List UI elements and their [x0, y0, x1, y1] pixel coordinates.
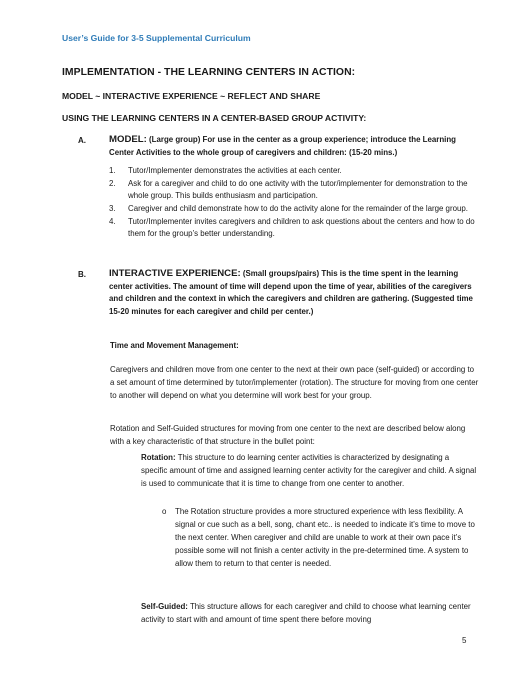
- list-item: 4. Tutor/Implementer invites caregivers and children to ask questions about the centers and how to do them for the group’s better understanding.: [109, 217, 475, 238]
- time-management-para-2: Rotation and Self-Guided structures for moving from one center to the next are described below along with a key characteristic of that structure in the bullet point:: [110, 424, 466, 446]
- bullet-marker: o: [162, 507, 167, 516]
- section-a-subtitle: (Large group): [149, 135, 201, 144]
- section-b-intro: [109, 268, 475, 319]
- section-a-intro: [109, 134, 475, 159]
- running-header: User’s Guide for 3-5 Supplemental Curriculum: [62, 33, 251, 43]
- list-item: 1. Tutor/Implementer demonstrates the activities at each center.: [109, 166, 342, 175]
- rotation-label: Rotation:: [141, 453, 176, 462]
- section-a-list: [109, 165, 479, 240]
- main-heading: IMPLEMENTATION - THE LEARNING CENTERS IN ACTION:: [62, 67, 356, 78]
- section-a-letter: A.: [78, 136, 86, 145]
- self-guided-description: [141, 600, 477, 626]
- page-number: 5: [462, 636, 467, 645]
- section-b-text: This is the time spent in the learning center activities. The amount of time will depend upon the time of year, abilities of the caregivers and children and the context in which the caregivers and children are gathering. (Suggested time 15-20 minutes for each caregiver and child per center.): [109, 269, 473, 317]
- list-item: 2. Ask for a caregiver and child to do one activity with the tutor/implementer for demonstration to the whole group. This builds enthusiasm and participation.: [109, 179, 468, 200]
- rotation-text: This structure to do learning center activities is characterized by designating a specific amount of time and assigned learning center activity for the caregiver and child. A signal is used to communicate that it is time to change from one center to another.: [141, 453, 477, 488]
- subheading-model: MODEL ~ INTERACTIVE EXPERIENCE ~ REFLECT AND SHARE: [62, 91, 321, 101]
- rotation-description: [141, 451, 477, 490]
- self-guided-label: Self-Guided:: [141, 602, 188, 611]
- section-a-title: MODEL:: [109, 134, 147, 145]
- rotation-bullet-text: The Rotation structure provides a more structured experience with less flexibility. A signal or cue such as a bell, song, chant etc.. is needed to indicate it’s time to move to the next center. When caregiver and child are unable to work at their own pace it’s possible some will not finish a center activity in the pre-determined time. A system to allow them to return to that center is needed.: [175, 507, 475, 568]
- self-guided-text: This structure allows for each caregiver and child to choose what learning center activity to start with and amount of time spent there before moving: [141, 602, 471, 624]
- section-b-title: INTERACTIVE EXPERIENCE:: [109, 268, 241, 279]
- section-b-subtitle: (Small groups/pairs): [242, 269, 320, 278]
- section-b-letter: B.: [78, 270, 86, 279]
- list-item: 3. Caregiver and child demonstrate how to do the activity alone for the remainder of the large group.: [109, 204, 468, 213]
- time-management-heading: Time and Movement Management:: [110, 341, 239, 350]
- time-management-para-1: Caregivers and children move from one center to the next at their own pace (self-guided) or according to a set amount of time determined by tutor/implementer (rotation). The structure for moving from one center to another will depend on what you determine will work best for your group.: [110, 365, 479, 400]
- subheading-usage: USING THE LEARNING CENTERS IN A CENTER-BASED GROUP ACTIVITY:: [62, 113, 367, 123]
- section-a-text: For use in the center as a group experience; introduce the Learning Center Activities to the whole group of caregivers and children: (15-20 mins.): [109, 135, 456, 157]
